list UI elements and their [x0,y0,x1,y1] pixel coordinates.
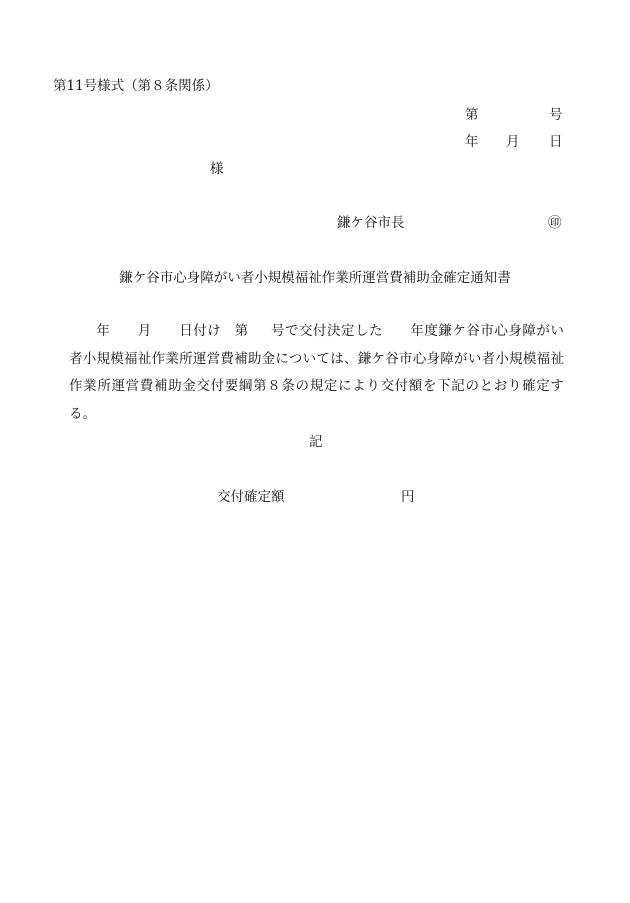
amount-label: 交付確定額 [217,489,285,505]
document-number-suffix: 号 [549,107,563,123]
body-paragraph [69,318,564,428]
issuer-name: 鎌ケ谷市長 [337,215,405,231]
form-number: 第11号様式（第８条関係） [53,78,219,94]
body-date-suffix: 日付け [178,323,222,339]
body-number-prefix: 第 [234,323,249,339]
amount-unit: 円 [401,489,415,505]
body-number-text: 号で交付決定した [270,323,384,339]
body-fiscal-year-text: 年度鎌ケ谷市心身障がい者小規模福祉作業所運営費補助金については、鎌ケ谷市心身障がい者小規模福祉作業所運営費補助金交付要綱第８条の規定により交付額を下記のとおり確定する。 [69,323,564,422]
seal-icon: ㊞ [548,215,562,231]
date-day: 日 [549,134,563,150]
addressee-suffix: 様 [210,161,224,177]
ki-heading: 記 [309,434,323,450]
body-month: 月 [137,323,152,339]
document-number-prefix: 第 [465,107,479,123]
document-title: 鎌ケ谷市心身障がい者小規模福祉作業所運営費補助金確定通知書 [119,270,511,286]
body-year: 年 [96,323,111,339]
date-month: 月 [506,134,520,150]
date-year: 年 [465,134,479,150]
